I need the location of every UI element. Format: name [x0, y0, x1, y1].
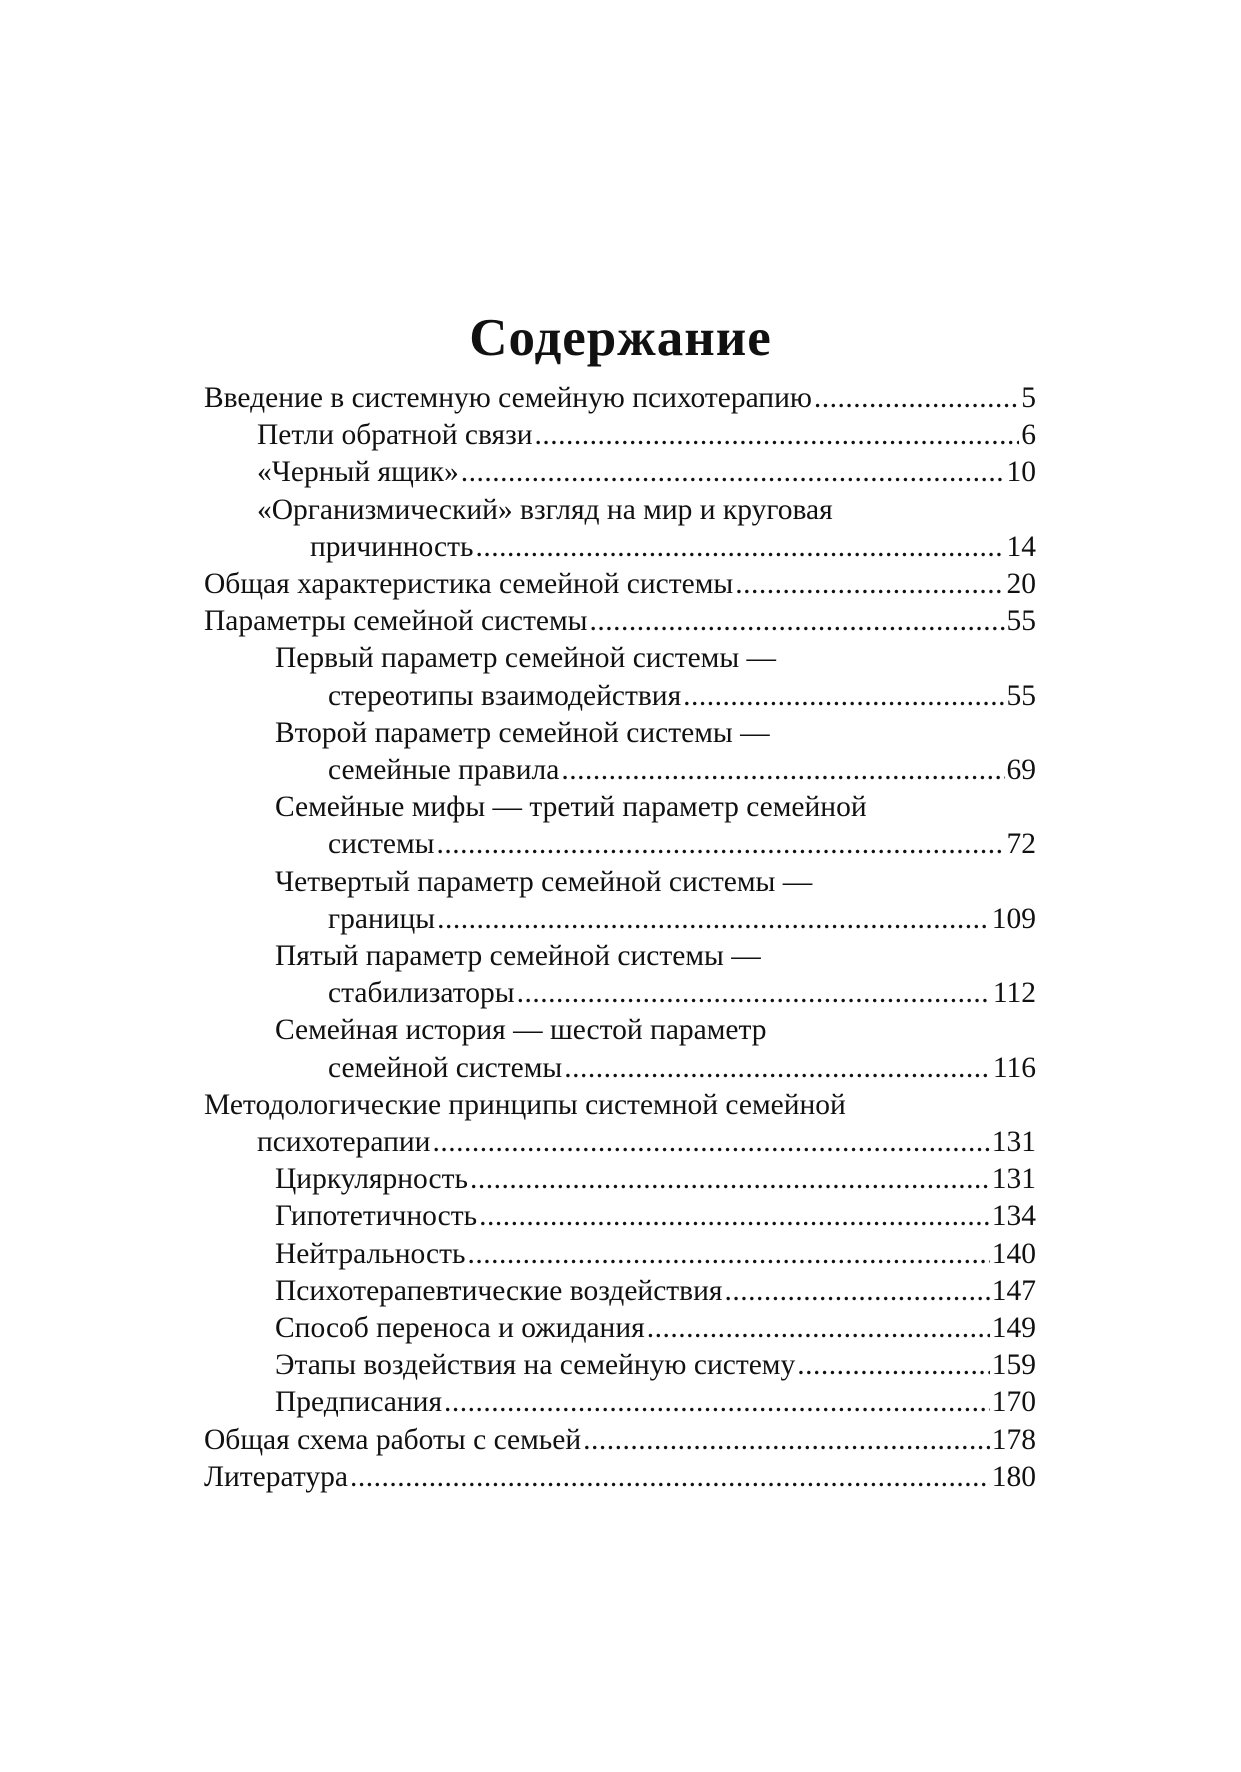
dot-leader — [470, 1161, 990, 1198]
toc-page-number: 14 — [1006, 530, 1036, 563]
toc-page-number: 109 — [991, 902, 1036, 935]
toc-page-number: 140 — [991, 1237, 1036, 1270]
toc-entry-title: системы — [328, 828, 435, 861]
toc-entry-title-line: Первый параметр семейной системы — — [275, 642, 777, 675]
toc-entry-title-line: Четвертый параметр семейной системы — — [275, 865, 813, 898]
dot-leader — [561, 752, 1004, 789]
toc-entry-title: Общая схема работы с семьей — [204, 1423, 582, 1456]
toc-entry[interactable] — [204, 454, 1036, 491]
toc-page-number: 116 — [992, 1051, 1036, 1084]
toc-page-number: 134 — [991, 1200, 1036, 1233]
toc-page-number: 178 — [991, 1423, 1036, 1456]
dot-leader — [564, 1050, 991, 1087]
dot-leader — [436, 826, 1004, 863]
toc-entry-title: границы — [328, 902, 436, 935]
dot-leader — [583, 1422, 990, 1459]
table-of-contents — [204, 380, 1036, 1496]
toc-entry-title: Способ переноса и ожидания — [275, 1312, 645, 1345]
toc-entry[interactable] — [204, 1198, 1036, 1235]
toc-entry[interactable] — [204, 1087, 1036, 1161]
toc-entry[interactable] — [204, 380, 1036, 417]
toc-entry-title: Литература — [204, 1460, 348, 1493]
toc-entry-title: стабилизаторы — [328, 977, 515, 1010]
toc-entry[interactable] — [204, 1384, 1036, 1421]
toc-entry-title-line: Методологические принципы системной семейной — [204, 1088, 846, 1121]
toc-entry-title: Параметры семейной системы — [204, 605, 588, 638]
toc-entry-title: семейной системы — [328, 1051, 563, 1084]
toc-entry-title: психотерапии — [257, 1126, 431, 1159]
dot-leader — [735, 566, 1004, 603]
toc-entry-title: Предписания — [275, 1386, 443, 1419]
toc-entry[interactable] — [204, 640, 1036, 714]
toc-entry[interactable] — [204, 715, 1036, 789]
dot-leader — [444, 1384, 990, 1421]
dot-leader — [467, 1236, 989, 1273]
toc-entry-title-line: Пятый параметр семейной системы — — [275, 940, 761, 973]
toc-entry-title-line: «Организмический» взгляд на мир и круговая — [257, 493, 833, 526]
toc-entry-title: причинность — [310, 530, 474, 563]
toc-entry-title: Нейтральность — [275, 1237, 466, 1270]
dot-leader — [432, 1124, 989, 1161]
dot-leader — [814, 380, 1019, 417]
toc-entry-title: Введение в системную семейную психотерапию — [204, 382, 812, 414]
toc-page-number: 159 — [991, 1349, 1036, 1382]
dot-leader — [589, 603, 1004, 640]
dot-leader — [437, 901, 990, 938]
toc-entry[interactable] — [204, 938, 1036, 1012]
toc-entry[interactable] — [204, 603, 1036, 640]
toc-page-number: 72 — [1006, 828, 1036, 861]
toc-entry[interactable] — [204, 789, 1036, 863]
toc-entry-title: Петли обратной связи — [257, 419, 533, 452]
dot-leader — [479, 1198, 990, 1235]
toc-entry[interactable] — [204, 1161, 1036, 1198]
toc-entry-title-line: Семейная история — шестой параметр — [275, 1014, 767, 1047]
dot-leader — [535, 417, 1020, 454]
toc-page-number: 69 — [1006, 754, 1036, 787]
dot-leader — [724, 1273, 989, 1310]
dot-leader — [475, 529, 1004, 566]
toc-entry-title: Этапы воздействия на семейную систему — [275, 1349, 796, 1382]
toc-page-number: 131 — [991, 1126, 1036, 1159]
toc-page-number: 112 — [992, 977, 1036, 1010]
toc-entry[interactable] — [204, 417, 1036, 454]
toc-page-number: 5 — [1021, 382, 1036, 414]
toc-page-number: 20 — [1006, 568, 1036, 601]
toc-page-number: 170 — [991, 1386, 1036, 1419]
toc-entry[interactable] — [204, 864, 1036, 938]
toc-page-number: 131 — [991, 1163, 1036, 1196]
dot-leader — [683, 678, 1004, 715]
toc-page-number: 147 — [991, 1274, 1036, 1307]
toc-entry[interactable] — [204, 1310, 1036, 1347]
dot-leader — [797, 1347, 990, 1384]
dot-leader — [517, 975, 991, 1012]
toc-entry-title: Психотерапевтические воздействия — [275, 1274, 723, 1307]
toc-entry-title: Общая характеристика семейной системы — [204, 568, 734, 601]
toc-entry-title: Гипотетичность — [275, 1200, 478, 1233]
toc-entry-title: Циркулярность — [275, 1163, 468, 1196]
toc-page-number: 149 — [991, 1312, 1036, 1345]
toc-entry-title: семейные правила — [328, 754, 560, 787]
dot-leader — [647, 1310, 990, 1347]
page-title: Содержание — [469, 308, 772, 367]
toc-entry[interactable] — [204, 1273, 1036, 1310]
dot-leader — [461, 454, 1005, 491]
toc-page-number: 6 — [1021, 419, 1036, 452]
toc-entry[interactable] — [204, 1236, 1036, 1273]
toc-entry-title: стереотипы взаимодействия — [328, 679, 682, 712]
toc-entry[interactable] — [204, 566, 1036, 603]
toc-entry[interactable] — [204, 1012, 1036, 1086]
toc-entry[interactable] — [204, 1459, 1036, 1496]
toc-page-number: 180 — [991, 1460, 1036, 1493]
toc-entry-title-line: Второй параметр семейной системы — — [275, 716, 770, 749]
toc-page-number: 10 — [1006, 456, 1036, 489]
toc-page-number: 55 — [1006, 605, 1036, 638]
dot-leader — [350, 1459, 990, 1496]
toc-entry-title: «Черный ящик» — [257, 456, 459, 489]
toc-entry[interactable] — [204, 1347, 1036, 1384]
toc-entry[interactable] — [204, 492, 1036, 566]
toc-entry-title-line: Семейные мифы — третий параметр семейной — [275, 791, 867, 824]
toc-entry[interactable] — [204, 1422, 1036, 1459]
toc-page-number: 55 — [1006, 679, 1036, 712]
